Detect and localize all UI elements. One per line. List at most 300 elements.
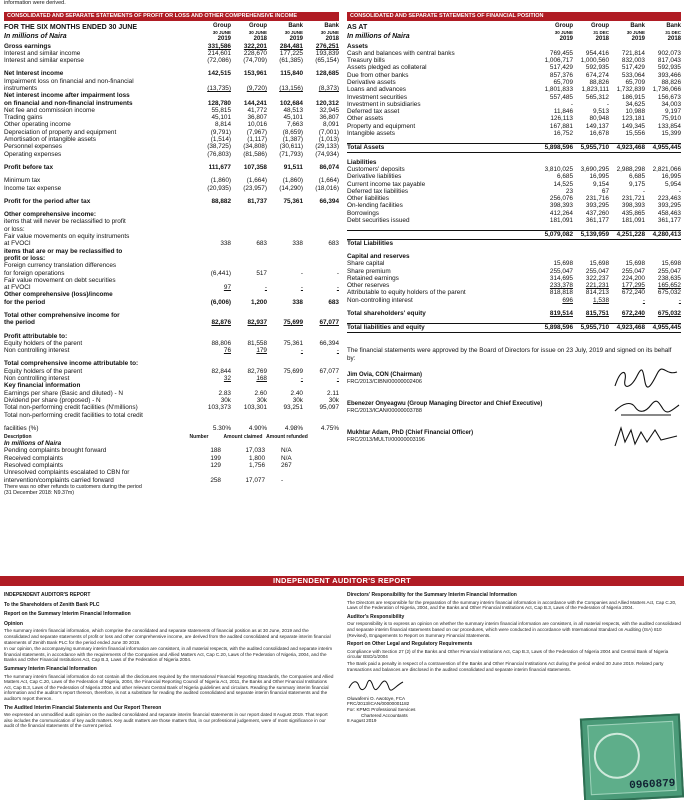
row-value: 255,047: [657, 267, 681, 275]
row-value: (61,385): [279, 57, 303, 65]
row-value: 6,685: [557, 173, 573, 181]
row-value: (18,016): [315, 184, 339, 192]
column-header-line: Group: [555, 23, 573, 29]
row-value: 111,677: [208, 163, 231, 171]
signatory-details: [347, 401, 611, 414]
unclaimed-row: [4, 469, 339, 476]
unclaimed-column-header: Amount claimed: [223, 434, 263, 441]
statement-row: [4, 107, 339, 114]
row-label: Investment securities: [347, 93, 408, 101]
row-value: 683: [328, 240, 339, 248]
row-value: -: [264, 284, 267, 292]
auditor-section-heading: Opinion: [4, 620, 23, 627]
row-value: (14,290): [279, 184, 303, 192]
column-header-line: 31 DEC: [665, 29, 681, 35]
row-value: 76: [223, 347, 231, 355]
row-value: 142,515: [207, 70, 231, 78]
row-value: 4,251,228: [616, 231, 645, 239]
row-value: 223,463: [657, 195, 681, 203]
row-label: Dividend per share (proposed) - N: [4, 396, 101, 404]
row-value: 1,200: [251, 298, 267, 306]
statement-row: [347, 240, 681, 247]
statement-row: [347, 64, 681, 71]
statement-row: [4, 425, 339, 432]
row-label: items that are or may be reclassified to: [4, 247, 123, 255]
statement-row: [347, 50, 681, 57]
row-label: Other assets: [347, 115, 384, 123]
column-header-line: 31 DEC: [593, 29, 609, 35]
row-value: 186,915: [621, 93, 645, 101]
row-value: 82,769: [247, 367, 267, 375]
profit-loss-section: [4, 12, 339, 496]
row-label: Equity holders of the parent: [4, 339, 83, 347]
statement-row: [4, 397, 339, 404]
unclaimed-subheading: [4, 440, 339, 447]
unclaimed-footnote: (31 December 2018: N9.37m): [4, 489, 75, 496]
row-value: 32,945: [319, 106, 339, 114]
statement-row: [4, 390, 339, 397]
row-value: 103,373: [207, 404, 231, 412]
row-value: 517,429: [621, 64, 645, 72]
auditor-signature-scribble: [347, 676, 407, 694]
column-header-line: 30 JUNE: [248, 29, 267, 35]
row-label: Fair value movement on debt securities: [4, 276, 116, 284]
row-label: the period: [4, 319, 35, 327]
column-header-line: 2018: [325, 36, 339, 42]
row-label: Derivative liabilities: [347, 173, 402, 181]
row-label: Deferred tax asset: [347, 108, 400, 116]
row-value: -: [300, 347, 303, 355]
row-label: Total Assets: [347, 144, 385, 152]
row-value: 65,709: [553, 78, 573, 86]
row-value: 168: [256, 375, 267, 383]
row-value: 5,954: [665, 180, 681, 188]
statement-row: [347, 86, 681, 93]
financial-position-header-bar: CONSOLIDATED AND SEPARATE STATEMENTS OF FINANCIAL POSITION: [347, 12, 681, 21]
statement-row: [347, 143, 681, 152]
statement-row: [4, 312, 339, 319]
statement-row: [347, 43, 681, 50]
financial-position-section: [347, 12, 681, 450]
unclaimed-column-header: Amount refunded: [266, 434, 308, 441]
statement-row: [347, 253, 681, 260]
row-value: 67: [601, 187, 609, 195]
row-value: -: [300, 269, 303, 277]
row-value: 126,113: [550, 115, 573, 123]
row-value: 10,988: [625, 108, 645, 116]
row-label: Liabilities: [347, 158, 377, 166]
row-value: 592,935: [585, 64, 609, 72]
row-value: (29,133): [315, 143, 339, 151]
row-label: Non-controlling interest: [347, 296, 413, 304]
row-value: 30k: [292, 396, 303, 404]
signatory-frc-number: FRC/2013/MULTI/00000003196: [347, 436, 425, 443]
column-header-line: 30 JUNE: [554, 29, 573, 35]
row-value: (81,586): [243, 150, 267, 158]
row-value: 9,154: [593, 180, 609, 188]
auditor-date: 8 August 2019: [347, 718, 377, 724]
row-value: (8,373): [318, 84, 339, 92]
row-value: 674,274: [585, 71, 609, 79]
statement-row: [4, 340, 339, 347]
row-value: 592,935: [657, 64, 681, 72]
row-value: 4,923,468: [616, 324, 645, 332]
row-value: 255,047: [585, 267, 609, 275]
column-header: [537, 23, 573, 43]
statement-row: [347, 310, 681, 317]
unclaimed-row-value: 199: [210, 454, 221, 462]
row-value: 75,361: [283, 197, 303, 205]
statement-row: [4, 50, 339, 57]
statement-row: [347, 57, 681, 64]
row-value: 398,393: [549, 202, 573, 210]
row-value: 103,301: [243, 404, 267, 412]
row-value: -: [642, 187, 645, 195]
stamp-number: 0960879: [628, 777, 676, 793]
row-value: 2.83: [218, 389, 231, 397]
row-value: 361,177: [657, 217, 681, 225]
row-label: Other operating income: [4, 121, 71, 129]
row-value: 4,280,413: [652, 231, 681, 239]
unclaimed-row: [4, 447, 339, 454]
row-label: or loss:: [4, 225, 25, 233]
row-label: Share capital: [347, 260, 385, 268]
signature-scribble: [611, 424, 681, 450]
row-value: 4.90%: [248, 424, 267, 432]
row-label: Personnel expenses: [4, 143, 62, 151]
row-value: -: [678, 187, 681, 195]
row-label: Debt securities issued: [347, 217, 410, 225]
row-label: Total comprehensive income attributable to:: [4, 360, 139, 368]
row-label: Interest and similar income: [4, 49, 81, 57]
statement-row: [4, 43, 339, 50]
row-label: Fair value movements on equity instruments: [4, 233, 130, 241]
statement-row: [347, 115, 681, 122]
statement-row: [4, 164, 339, 171]
column-header-line: 2018: [667, 36, 681, 42]
unclaimed-row-value: 1,800: [249, 454, 265, 462]
row-value: 30k: [256, 396, 267, 404]
row-value: 276,251: [315, 42, 339, 50]
row-value: 533,064: [621, 71, 645, 79]
statement-row: [347, 166, 681, 173]
row-label: Attributable to equity holders of the parent: [347, 289, 466, 297]
row-value: -: [300, 375, 303, 383]
row-value: 393,295: [657, 202, 681, 210]
row-value: (7,001): [318, 128, 339, 136]
auditor-section-paragraph: Our responsibility is to express an opinion on whether the summary interim financial information are consistent, in all material respects, with the audited consolidated and separate interim financial statements based on our procedures, which were conducted in accordance with International Standard on Auditing (ISA) 810 (Revised), Engagements to Report on Summary Financial Statements.: [347, 621, 681, 638]
row-value: 1,000,560: [580, 57, 609, 65]
column-header-line: 30 JUNE: [626, 29, 645, 35]
row-value: -: [570, 100, 573, 108]
statement-row: [347, 72, 681, 79]
row-value: (1,860): [282, 177, 303, 185]
statement-row: [347, 181, 681, 188]
signatory: [347, 424, 681, 450]
row-value: 16,678: [589, 130, 609, 138]
statement-row: [347, 275, 681, 282]
profit-loss-header-bar: CONSOLIDATED AND SEPARATE STATEMENTS OF PROFIT OR LOSS AND OTHER COMPREHENSIVE INCOME: [4, 12, 339, 21]
row-label: Non controlling interest: [4, 347, 70, 355]
row-value: 517: [256, 269, 267, 277]
row-label: Other reserves: [347, 282, 390, 290]
row-value: 902,073: [657, 49, 681, 57]
row-value: 181,091: [621, 217, 645, 225]
column-header: [267, 23, 303, 43]
row-value: 88,826: [589, 78, 609, 86]
row-label: Profit attributable to:: [4, 332, 68, 340]
row-value: (71,793): [279, 150, 303, 158]
row-value: 67,077: [319, 367, 339, 375]
row-value: 672,240: [621, 289, 645, 297]
row-value: (72,086): [207, 57, 231, 65]
row-label: on financial and non-financial instruments: [4, 99, 133, 107]
statement-row: [4, 185, 339, 192]
auditor-section-paragraph: The Directors are responsible for the preparation of the summary interim financial information in accordance with the Companies and Allied Matters Act, Cap C.20, Laws of the Federation of Nigeria, 2004, and the Banks and Other Financial Institutions Act, Cap B.3, Laws of the Federation of Nigeria 2004.: [347, 599, 677, 611]
financial-position-rows: [347, 43, 681, 333]
row-value: (74,934): [315, 150, 339, 158]
statement-row: [4, 240, 339, 247]
row-label: Total Liabilities: [347, 239, 394, 247]
unclaimed-row-label: Unresolved complaints escalated to CBN for: [4, 469, 130, 477]
row-value: -: [336, 347, 339, 355]
row-value: 4,955,445: [652, 324, 681, 332]
row-value: 1,732,839: [616, 86, 645, 94]
auditor-report-bar: INDEPENDENT AUDITOR'S REPORT: [0, 576, 684, 586]
row-value: 1,801,833: [544, 86, 573, 94]
row-value: (1,664): [246, 177, 267, 185]
unclaimed-row-label: Resolved complaints: [4, 462, 63, 470]
row-value: 67,077: [319, 319, 339, 327]
statement-row: [347, 188, 681, 195]
row-value: (1,664): [318, 177, 339, 185]
row-value: (1,860): [210, 177, 231, 185]
row-value: 16,995: [589, 173, 609, 181]
row-label: Total other comprehensive income for: [4, 312, 120, 319]
auditor-section-heading: Auditor's Responsibility: [347, 613, 405, 620]
row-value: 2,988,298: [616, 165, 645, 173]
row-value: (38,725): [207, 143, 231, 151]
row-value: 672,240: [621, 310, 645, 317]
row-value: 88,806: [211, 339, 231, 347]
column-header: [573, 23, 609, 43]
row-value: 32: [223, 375, 231, 383]
row-value: 95,097: [319, 404, 339, 412]
statement-row: [4, 143, 339, 150]
row-value: 954,416: [585, 49, 609, 57]
signature-scribble: [611, 395, 681, 421]
row-value: 66,394: [319, 339, 339, 347]
row-value: (30,611): [279, 143, 303, 151]
statement-row: [4, 78, 339, 85]
row-value: 4.75%: [320, 424, 339, 432]
row-value: (7,967): [246, 128, 267, 136]
row-label: Operating expenses: [4, 150, 62, 158]
column-header-line: 2019: [289, 36, 303, 42]
row-value: 3,690,295: [580, 165, 609, 173]
row-label: Foreign currency translation differences: [4, 262, 117, 270]
unclaimed-subheading-label: In millions of Naira: [4, 440, 62, 448]
row-value: 41,772: [247, 106, 267, 114]
statement-row: [4, 347, 339, 354]
row-value: 255,047: [621, 267, 645, 275]
unclaimed-row-value: N/A: [281, 447, 292, 455]
row-value: 361,177: [585, 217, 609, 225]
signatory-details: [347, 430, 611, 443]
row-label: Key financial information: [4, 382, 81, 390]
statement-row: [4, 360, 339, 367]
auditor-section-heading: Directors' Responsibility for the Summary Interim Financial Information: [347, 592, 517, 598]
auditor-section-paragraph: The summary interim financial information do not contain all the disclosures required by the International Financial Reporting Standards, the Companies and Allied Matters Act, Cap C.20, Laws of the Federation of Nigeria, 2004, the Financial Reporting Council of Nigeria Act, 2011, the Banks and Other Financial Institutions Act, Cap B.3, Laws of the Federation of Nigeria 2004 and other relevant Central Bank of Nigeria guidelines and circulars. Reading the summary interim financial information and the auditor's report thereon, therefore, is not a substitute for reading the audited consolidated and separate interim financial statements and the auditor's report thereon.: [4, 673, 334, 701]
column-header-line: 2018: [595, 36, 609, 42]
statement-row: [347, 195, 681, 202]
statement-row: [4, 114, 339, 121]
row-value: 88,826: [661, 78, 681, 86]
row-label: Non controlling interest: [4, 375, 70, 383]
row-label: Profit for the period after tax: [4, 197, 91, 205]
row-label: Net Interest income: [4, 70, 64, 78]
auditor-role: Chartered Accountants: [361, 712, 408, 718]
statement-row: [347, 323, 681, 332]
unclaimed-heading: Description: [4, 434, 32, 441]
signatory-name: Jim Ovia, CON (Chairman): [347, 372, 423, 379]
unclaimed-row: [4, 477, 339, 484]
row-label: Retained earnings: [347, 274, 399, 282]
row-value: 144,241: [243, 99, 267, 107]
row-value: 165,652: [657, 282, 681, 290]
row-value: 1,538: [593, 296, 609, 304]
row-value: 45,101: [283, 114, 303, 122]
row-value: 1,736,066: [652, 86, 681, 94]
statement-row: [4, 291, 339, 298]
row-value: (1,387): [282, 136, 303, 144]
row-value: 133,854: [657, 122, 681, 130]
profit-loss-title: FOR THE SIX MONTHS ENDED 30 JUNE: [4, 24, 138, 31]
row-value: 15,399: [661, 130, 681, 138]
row-value: 102,684: [279, 99, 303, 107]
row-value: 5,898,596: [544, 144, 573, 152]
row-value: (23,957): [243, 184, 267, 192]
statement-row: [347, 297, 681, 304]
row-label: Total liabilities and equity: [347, 324, 425, 332]
row-value: 156,673: [657, 93, 681, 101]
row-label: Interest and similar expense: [4, 57, 84, 65]
statement-row: [4, 412, 339, 419]
row-value: 5,955,710: [580, 324, 609, 332]
row-value: 815,751: [585, 310, 609, 317]
row-value: 228,670: [243, 49, 267, 57]
row-label: instruments: [4, 84, 38, 92]
row-value: 322,201: [243, 42, 267, 50]
row-value: 231,716: [585, 195, 609, 203]
statement-row: [4, 404, 339, 411]
row-label: Deferred tax liabilities: [347, 187, 409, 195]
row-value: (76,803): [207, 150, 231, 158]
unclaimed-row-value: 129: [210, 462, 221, 470]
row-value: 30k: [328, 396, 339, 404]
statement-row: [4, 100, 339, 107]
row-value: 30k: [220, 396, 231, 404]
row-label: for foreign operations: [4, 269, 65, 277]
row-value: 93,251: [283, 404, 303, 412]
column-header-line: 30 JUNE: [320, 29, 339, 35]
row-value: (13,735): [207, 84, 231, 92]
row-label: Total non-performing credit facilities to total credit: [4, 411, 143, 419]
row-value: 696: [562, 296, 573, 304]
auditor-section-paragraph: The Bank paid a penalty in respect of a contravention of the Banks and Other Financial Institutions Act during the period ended 30 June 2019. Related party transactions and balances are disclosed in the audited consolidated and separate interim financial statements.: [347, 660, 664, 672]
row-value: 66,394: [319, 197, 339, 205]
row-label: Derivative assets: [347, 78, 396, 86]
row-label: Investment in subsidiaries: [347, 100, 421, 108]
row-label: Depreciation of property and equipment: [4, 128, 117, 136]
approval-notice: The financial statements were approved by the Board of Directors for issue on 23 July, 2019 and signed on its behalf by:: [347, 346, 672, 362]
statement-row: [347, 289, 681, 296]
row-value: 177,295: [621, 282, 645, 290]
row-label: Property and equipment: [347, 122, 416, 130]
row-value: 255,047: [549, 267, 573, 275]
auditor-report-right: [347, 589, 681, 724]
statement-row: [347, 130, 681, 137]
row-value: 338: [292, 298, 303, 306]
row-value: 82,876: [211, 319, 231, 327]
unclaimed-row-label: Received complaints: [4, 454, 63, 462]
row-value: 128,780: [207, 99, 231, 107]
signatory-frc-number: FRC/2013/CIBN/00000002406: [347, 378, 422, 385]
statement-row: [347, 108, 681, 115]
unclaimed-row-label: intervention/complaints carried forward: [4, 476, 114, 484]
row-value: 8,814: [215, 121, 231, 129]
row-value: 819,514: [549, 310, 573, 317]
row-value: (13,156): [279, 84, 303, 92]
row-value: 458,463: [657, 209, 681, 217]
row-label: Capital and reserves: [347, 252, 410, 260]
auditor-section-paragraph: Compliance with Section 27 (2) of the Banks and Other Financial Institutions Act, Cap B.3, Laws of the Federation of Nigeria 2004 and Central Bank of Nigeria circular BSD/1/2004: [347, 648, 669, 660]
column-header-line: Bank: [324, 23, 339, 29]
row-value: 81,558: [247, 339, 267, 347]
row-label: Other comprehensive income:: [4, 211, 96, 219]
auditor-name: Oluwafemi O. Awotoye, FCA: [347, 695, 406, 701]
row-value: 322,237: [585, 274, 609, 282]
row-value: 15,698: [589, 260, 609, 268]
row-label: Net fee and commission income: [4, 106, 95, 114]
row-value: 75,910: [661, 115, 681, 123]
row-value: 123,181: [621, 115, 645, 123]
auditor-section-heading: Report on Other Legal and Regulatory Requirements: [347, 641, 473, 648]
unclaimed-row-value: 188: [210, 447, 221, 455]
row-value: 15,698: [661, 260, 681, 268]
signatory-frc-number: FRC/2013/ICAN/00000003788: [347, 407, 422, 414]
statement-row: [4, 233, 339, 240]
row-value: -: [678, 296, 681, 304]
row-value: 6,685: [629, 173, 645, 181]
statement-row: [347, 101, 681, 108]
row-value: -: [336, 269, 339, 277]
director-signatures: [347, 366, 681, 450]
financial-position-title: AS AT: [347, 24, 368, 31]
row-value: 15,556: [625, 130, 645, 138]
column-header: [195, 23, 231, 43]
statement-row: [4, 57, 339, 64]
statement-row: [4, 248, 339, 255]
row-value: 97: [223, 284, 231, 292]
row-value: 2.11: [327, 389, 339, 397]
row-value: 4.98%: [284, 424, 303, 432]
row-value: 15,698: [625, 260, 645, 268]
row-label: profit or loss:: [4, 254, 46, 262]
row-value: 9,513: [593, 108, 609, 116]
row-value: 149,345: [621, 122, 645, 130]
row-label: Current income tax payable: [347, 180, 426, 188]
